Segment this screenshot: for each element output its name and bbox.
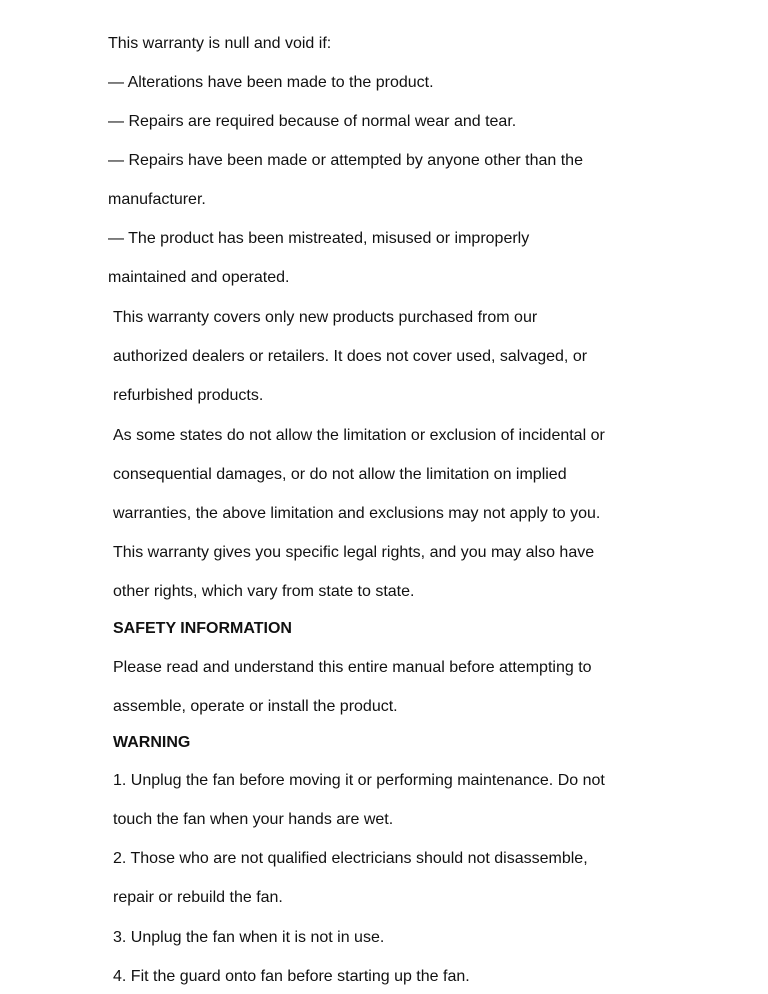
warranty-void-item: — The product has been mistreated, misused or improperly (108, 230, 530, 247)
warranty-void-item: — Repairs are required because of normal wear and tear. (108, 113, 517, 130)
limitation-text-line: As some states do not allow the limitation or exclusion of incidental or (113, 427, 605, 444)
coverage-text-line: refurbished products. (113, 387, 264, 404)
warning-text-line: 1. Unplug the fan before moving it or performing maintenance. Do not (113, 772, 605, 789)
limitation-text-line: other rights, which vary from state to state. (113, 583, 415, 600)
warning-text-line: 2. Those who are not qualified electricians should not disassemble, (113, 850, 588, 867)
warranty-void-item-continued: manufacturer. (108, 191, 206, 208)
warning-heading: WARNING (113, 734, 191, 751)
warning-text-line: touch the fan when your hands are wet. (113, 811, 394, 828)
limitation-text-line: consequential damages, or do not allow the limitation on implied (113, 466, 567, 483)
warranty-void-item-continued: maintained and operated. (108, 269, 290, 286)
limitation-text-line: This warranty gives you specific legal rights, and you may also have (113, 544, 595, 561)
warning-text-line: repair or rebuild the fan. (113, 889, 283, 906)
warranty-void-item: — Repairs have been made or attempted by anyone other than the (108, 152, 583, 169)
warning-text-line: 3. Unplug the fan when it is not in use. (113, 929, 385, 946)
coverage-text-line: This warranty covers only new products purchased from our (113, 309, 538, 326)
limitation-text-line: warranties, the above limitation and exclusions may not apply to you. (113, 505, 601, 522)
warning-text-line: 4. Fit the guard onto fan before starting up the fan. (113, 968, 470, 985)
safety-text-line: assemble, operate or install the product. (113, 698, 398, 715)
coverage-text-line: authorized dealers or retailers. It does not cover used, salvaged, or (113, 348, 588, 365)
safety-text-line: Please read and understand this entire manual before attempting to (113, 659, 592, 676)
warranty-void-item: — Alterations have been made to the product. (108, 74, 434, 91)
safety-heading: SAFETY INFORMATION (113, 620, 292, 637)
warranty-void-intro: This warranty is null and void if: (108, 35, 332, 52)
